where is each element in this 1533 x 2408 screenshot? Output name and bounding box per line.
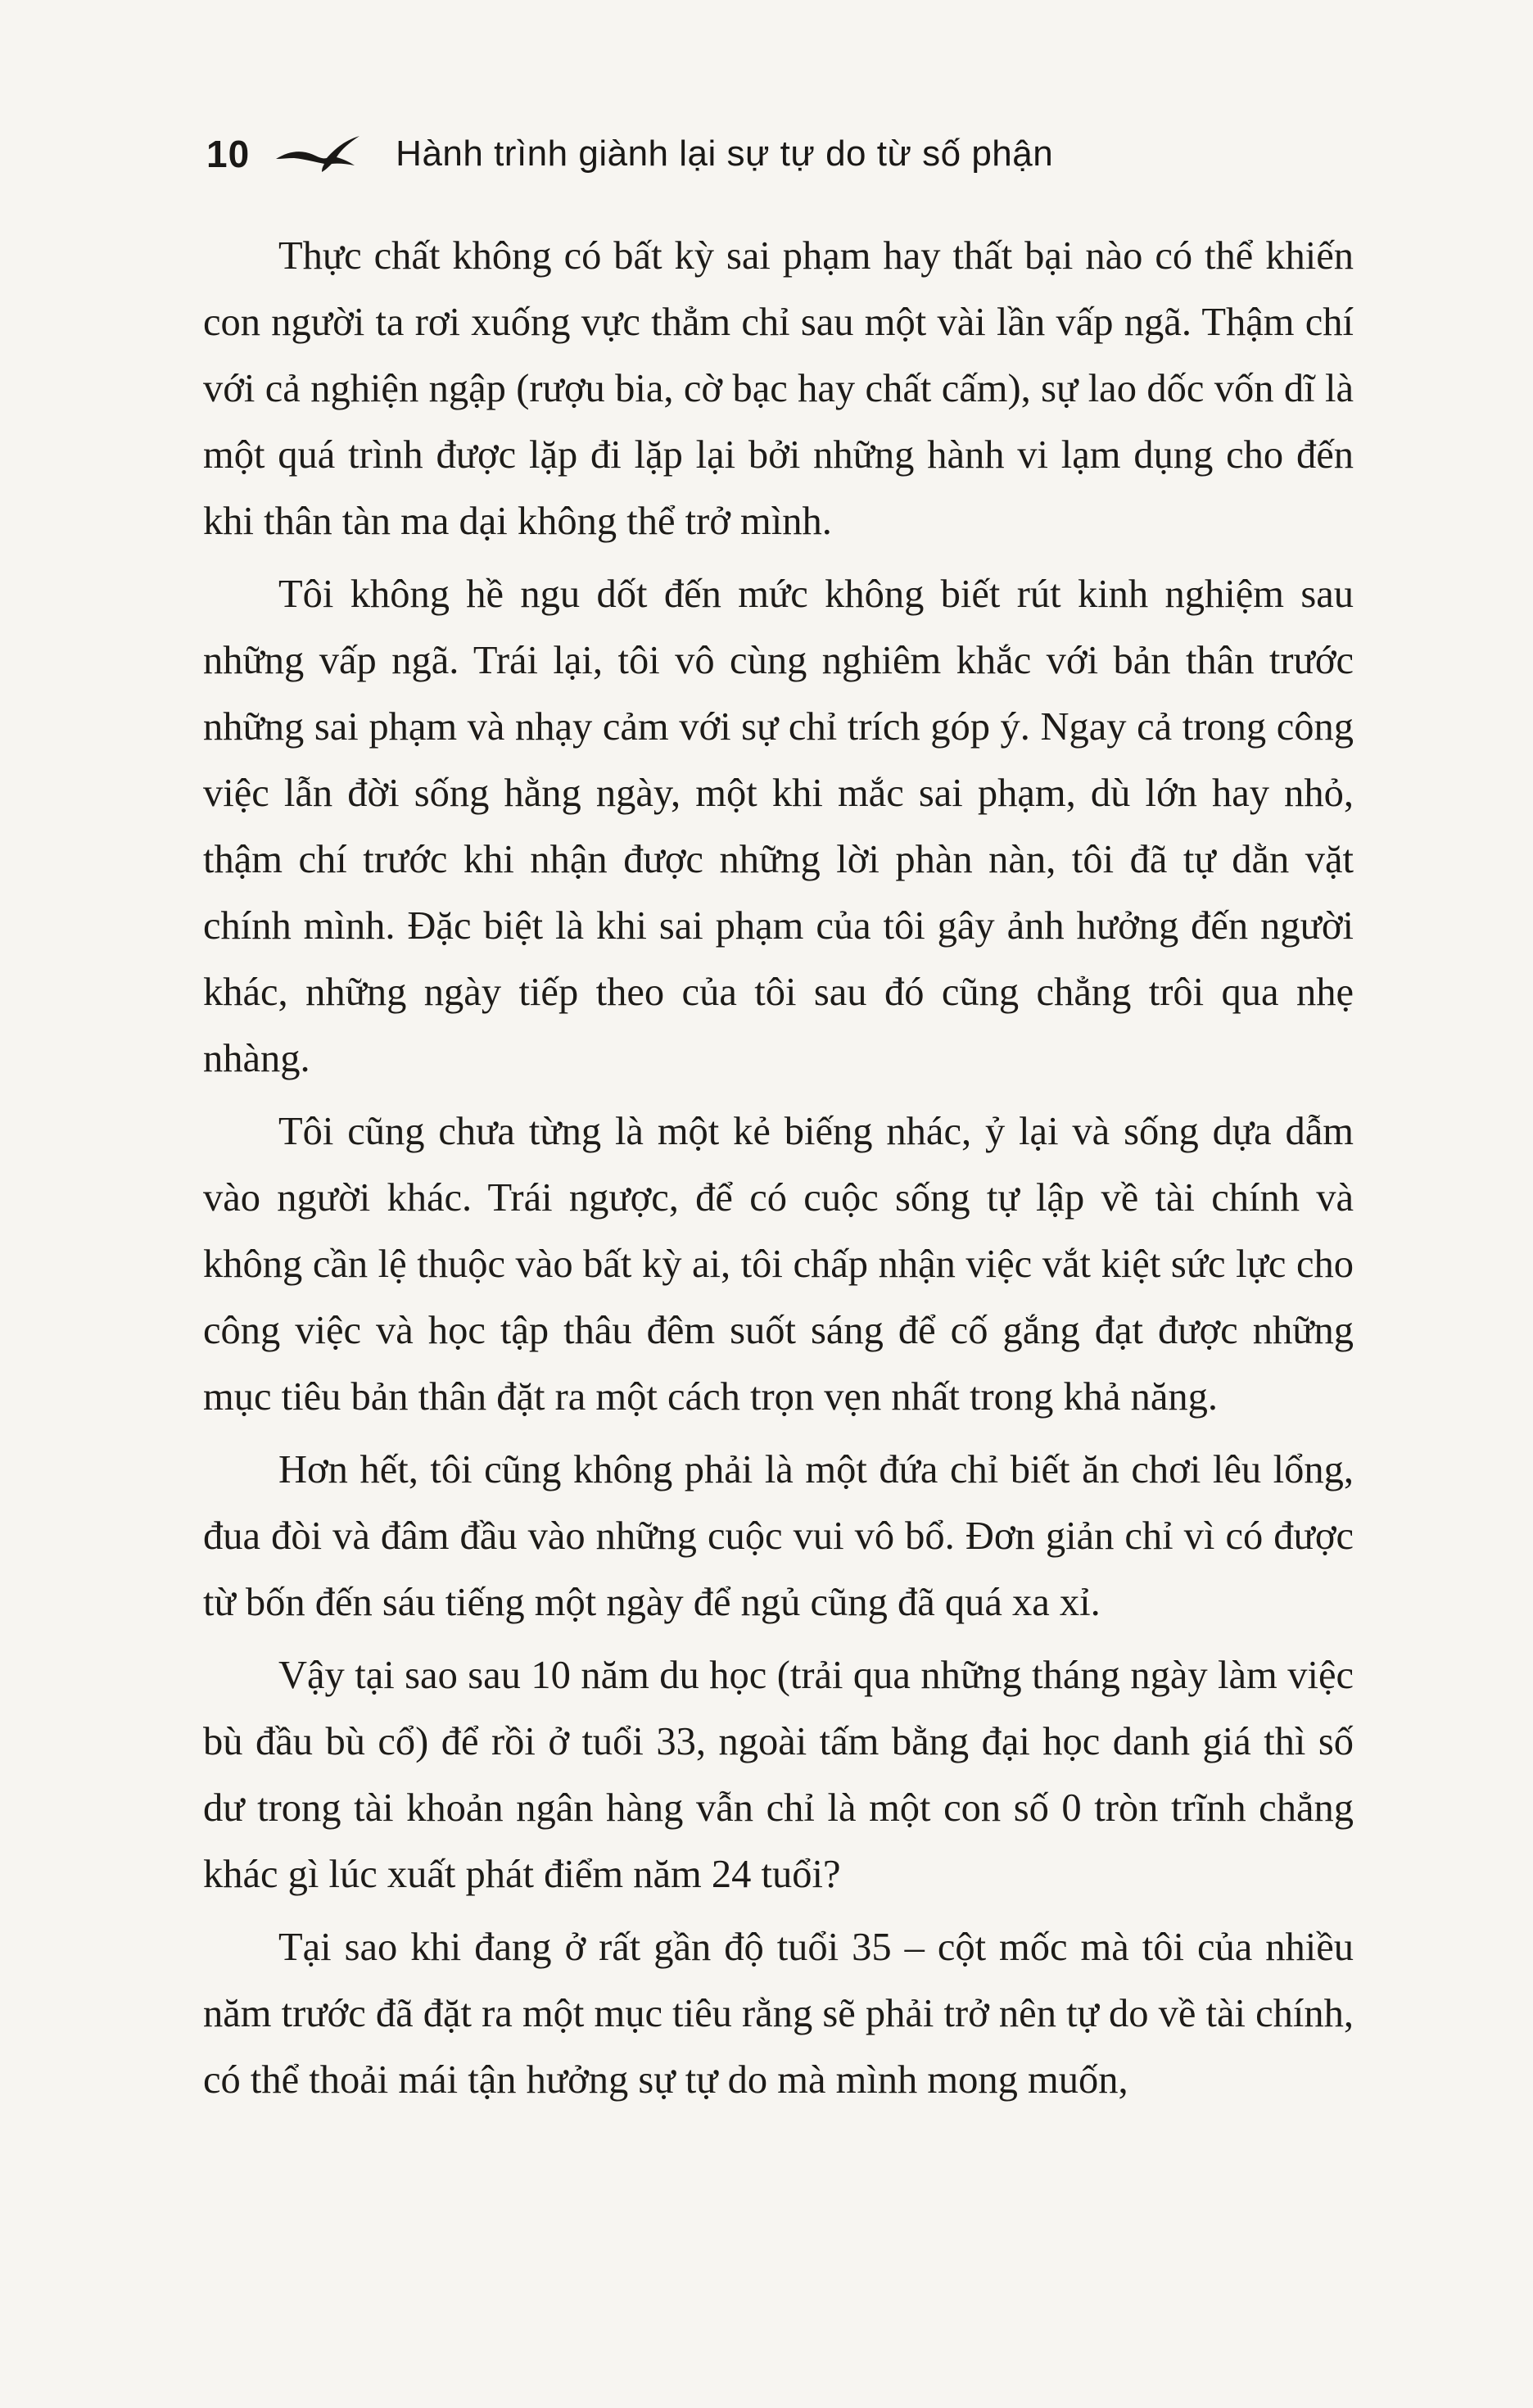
running-title: Hành trình giành lại sự tự do từ số phận: [396, 134, 1054, 174]
paragraph: Vậy tại sao sau 10 năm du học (trải qua những tháng ngày làm việc bù đầu bù cổ) để rồi ở tuổi 33, ngoài tấm bằng đại học danh giá thì số dư trong tài khoản ngân hàng vẫn chỉ là một con số 0 tròn trĩnh chẳng khác gì lúc xuất phát điểm năm 24 tuổi?: [203, 1654, 1354, 1896]
page-header: [206, 121, 1053, 187]
page-number: 10: [206, 133, 251, 175]
paragraph: Tôi cũng chưa từng là một kẻ biếng nhác, ỷ lại và sống dựa dẫm vào người khác. Trái ngược, để có cuộc sống tự lập về tài chính và không cần lệ thuộc vào bất kỳ ai, tôi chấp nhận việc vắt kiệt sức lực cho công việc và học tập thâu đêm suốt sáng để cố gắng đạt được những mục tiêu bản thân đặt ra một cách trọn vẹn nhất trong khả năng.: [203, 1110, 1354, 1419]
bird-icon: [274, 131, 366, 177]
paragraph: Hơn hết, tôi cũng không phải là một đứa chỉ biết ăn chơi lêu lổng, đua đòi và đâm đầu vào những cuộc vui vô bổ. Đơn giản chỉ vì có được từ bốn đến sáu tiếng một ngày để ngủ cũng đã quá xa xỉ.: [203, 1448, 1354, 1624]
paragraph: Thực chất không có bất kỳ sai phạm hay thất bại nào có thể khiến con người ta rơi xuống vực thẳm chỉ sau một vài lần vấp ngã. Thậm chí với cả nghiện ngập (rượu bia, cờ bạc hay chất cấm), sự lao dốc vốn dĩ là một quá trình được lặp đi lặp lại bởi những hành vi lạm dụng cho đến khi thân tàn ma dại không thể trở mình.: [203, 234, 1354, 543]
body-text: [203, 223, 1354, 2120]
paragraph: Tại sao khi đang ở rất gần độ tuổi 35 – cột mốc mà tôi của nhiều năm trước đã đặt ra một mục tiêu rằng sẽ phải trở nên tự do về tài chính, có thể thoải mái tận hưởng sự tự do mà mình mong muốn,: [203, 1926, 1354, 2102]
paragraph: Tôi không hề ngu dốt đến mức không biết rút kinh nghiệm sau những vấp ngã. Trái lại, tôi vô cùng nghiêm khắc với bản thân trước những sai phạm và nhạy cảm với sự chỉ trích góp ý. Ngay cả trong công việc lẫn đời sống hằng ngày, một khi mắc sai phạm, dù lớn hay nhỏ, thậm chí trước khi nhận được những lời phàn nàn, tôi đã tự dằn vặt chính mình. Đặc biệt là khi sai phạm của tôi gây ảnh hưởng đến người khác, những ngày tiếp theo của tôi sau đó cũng chẳng trôi qua nhẹ nhàng.: [203, 573, 1354, 1080]
